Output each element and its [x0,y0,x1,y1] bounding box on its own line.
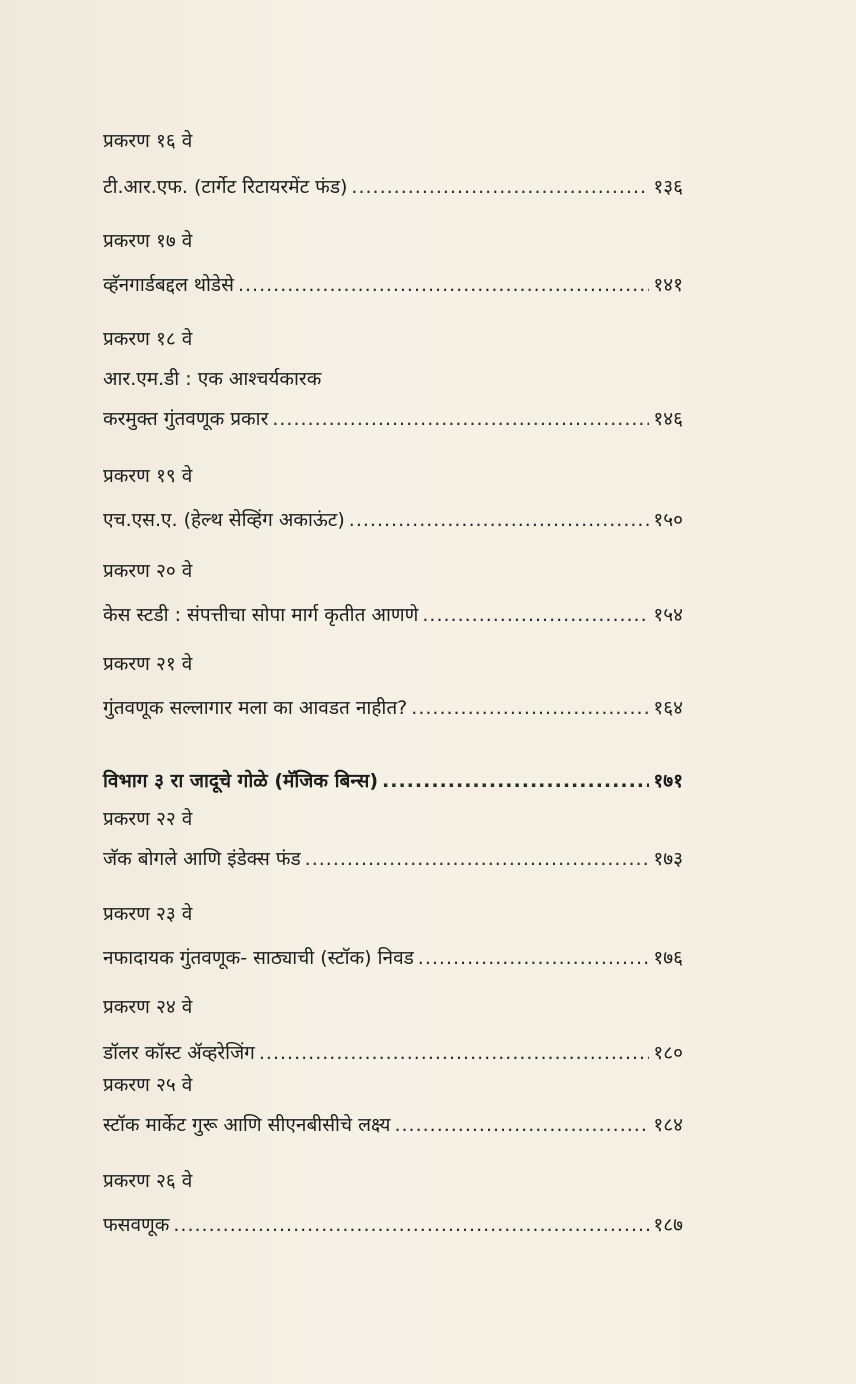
page-number: १३६ [653,176,683,198]
chapter-label: प्रकरण २५ वे [103,1074,193,1096]
chapter-title: गुंतवणूक सल्लागार मला का आवडत नाहीत? [103,697,408,719]
chapter-label: प्रकरण २० वे [103,560,193,582]
toc-chapter-23 [103,901,683,971]
toc-chapter-26 [103,1168,683,1238]
toc-entry [103,1112,683,1138]
chapter-label: प्रकरण १८ वे [103,328,193,350]
chapter-title: स्टॉक मार्केट गुरू आणि सीएनबीसीचे लक्ष्य [103,1114,391,1136]
section-entry [103,768,683,794]
toc-entry [103,695,683,721]
chapter-title-line: आर.एम.डी : एक आश्चर्यकारक [103,368,322,390]
page-number: १४६ [653,408,683,430]
toc-chapter-18 [103,326,683,432]
page-number: १८० [653,1042,683,1064]
page-number: १६४ [653,697,683,719]
page-number: १५० [653,509,683,531]
page-number: १४१ [653,274,683,296]
chapter-label: प्रकरण २३ वे [103,903,193,925]
toc-chapter-20 [103,558,683,628]
toc-chapter-19 [103,463,683,533]
chapter-label: प्रकरण २४ वे [103,996,193,1018]
page-number: १७३ [653,848,683,870]
page-number: १७१ [653,770,683,792]
leader-dots [418,945,650,971]
leader-dots [238,272,649,298]
leader-dots [305,846,650,872]
chapter-label: प्रकरण १७ वे [103,230,193,252]
toc-entry [103,846,683,872]
toc-section-3 [103,768,683,794]
chapter-label: प्रकरण १९ वे [103,465,193,487]
toc-chapter-17 [103,228,683,298]
chapter-title: जॅक बोगले आणि इंडेक्स फंड [103,848,301,870]
chapter-title: टी.आर.एफ. (टार्गेट रिटायरमेंट फंड) [103,176,348,198]
chapter-title: नफादायक गुंतवणूक- साठ्याची (स्टॉक) निवड [103,947,414,969]
toc-entry [103,1040,683,1066]
leader-dots [411,695,649,721]
chapter-title: फसवणूक [103,1214,170,1236]
toc-chapter-16 [103,128,683,200]
leader-dots [173,1212,649,1238]
chapter-label: प्रकरण २२ वे [103,808,193,830]
toc-chapter-25 [103,1072,683,1138]
toc-chapter-24 [103,994,683,1066]
leader-dots [394,1112,649,1138]
leader-dots [349,507,650,533]
chapter-label: प्रकरण २६ वे [103,1170,193,1192]
leader-dots [422,602,649,628]
toc-entry [103,602,683,628]
toc-entry [103,507,683,533]
leader-dots [351,174,649,200]
page-number: १८४ [653,1114,683,1136]
toc-entry [103,174,683,200]
leader-dots [259,1040,649,1066]
page-number: १७६ [653,947,683,969]
leader-dots [382,768,649,794]
chapter-title: केस स्टडी : संपत्तीचा सोपा मार्ग कृतीत आणणे [103,604,419,626]
chapter-title: डॉलर कॉस्ट ॲव्हरेजिंग [103,1042,255,1064]
toc-entry [103,406,683,432]
toc-entry [103,1212,683,1238]
chapter-title: एच.एस.ए. (हेल्थ सेव्हिंग अकाऊंट) [103,509,345,531]
page-number: १८७ [653,1214,683,1236]
chapter-title: व्हॅनगार्डबद्दल थोडेसे [103,274,234,296]
section-title: विभाग ३ रा जादूचे गोळे (मॅजिक बिन्स) [103,770,379,792]
toc-entry [103,272,683,298]
chapter-label: प्रकरण १६ वे [103,130,193,152]
chapter-title: करमुक्त गुंतवणूक प्रकार [103,408,269,430]
toc-chapter-22 [103,806,683,872]
toc-entry [103,945,683,971]
page-number: १५४ [653,604,683,626]
chapter-label: प्रकरण २१ वे [103,653,193,675]
toc-chapter-21 [103,651,683,721]
leader-dots [272,406,649,432]
